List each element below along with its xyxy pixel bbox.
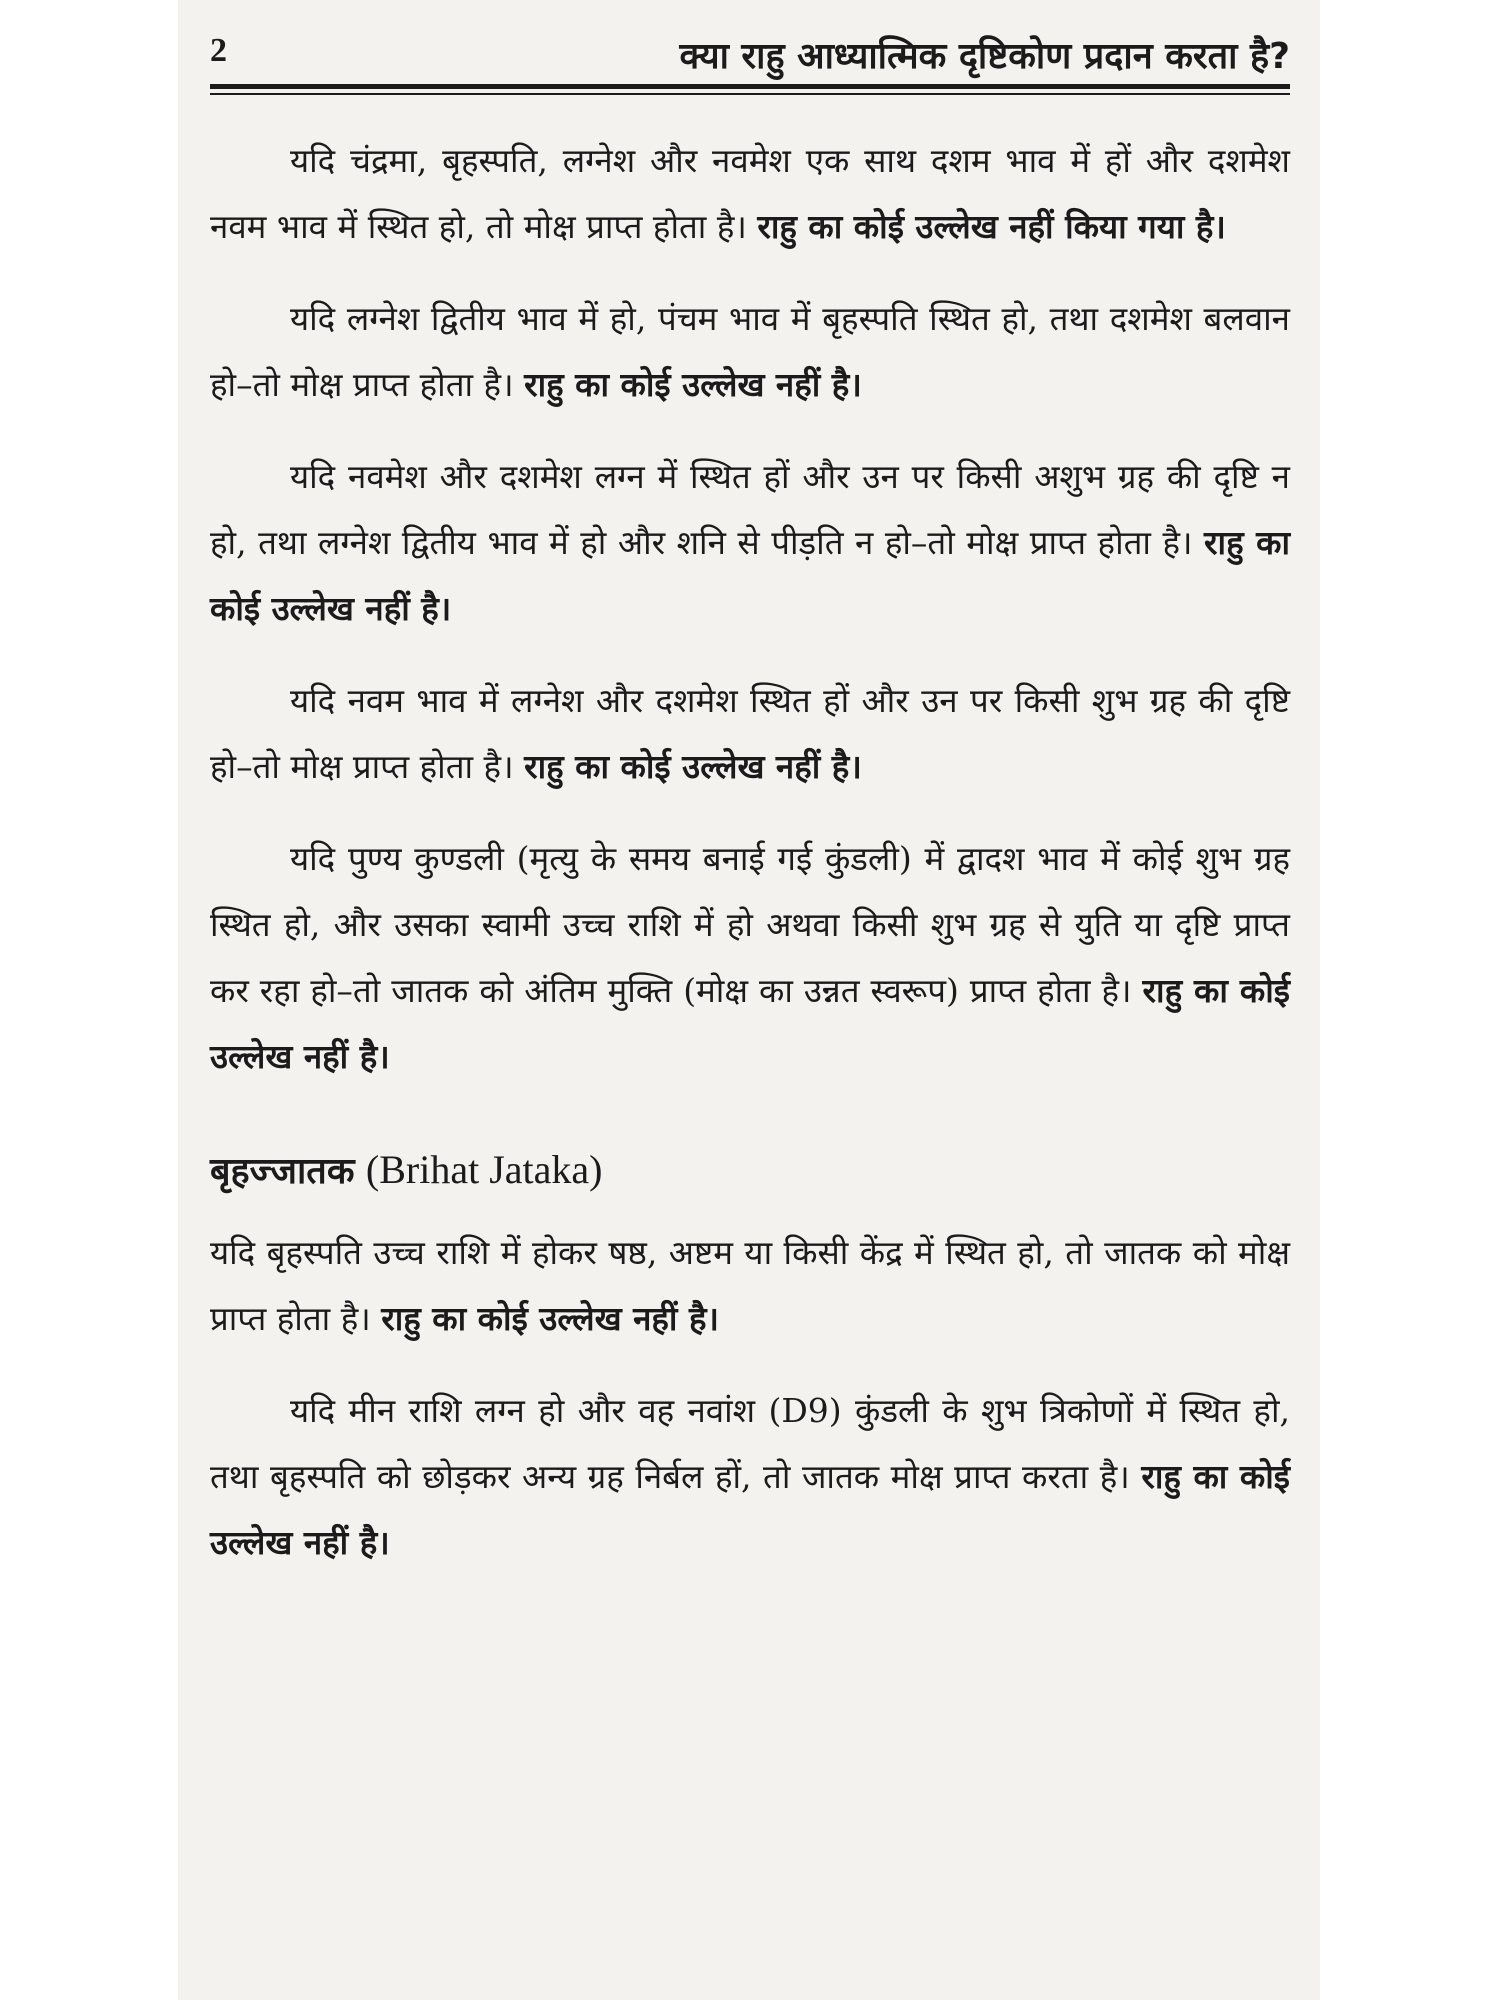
paragraph-text: यदि नवम भाव में लग्नेश और दशमेश स्थित हों और उन पर किसी शुभ ग्रह की दृष्टि हो–तो मोक्ष प्राप्त होता है। <box>210 681 1290 786</box>
rahu-note: राहु का कोई उल्लेख नहीं है। <box>210 1457 1290 1562</box>
paragraph-text: यदि नवमेश और दशमेश लग्न में स्थित हों और उन पर किसी अशुभ ग्रह की दृष्टि न हो, तथा लग्नेश द्वितीय भाव में हो और शनि से पीड़ति न हो–तो मोक्ष प्राप्त होता है। <box>210 457 1290 562</box>
paragraph-text: यदि बृहस्पति उच्च राशि में होकर षष्ठ, अष्टम या किसी केंद्र में स्थित हो, तो जातक को मोक्ष प्राप्त होता है। <box>210 1233 1290 1338</box>
paragraph-text: यदि पुण्य कुण्डली (मृत्यु के समय बनाई गई कुंडली) में द्वादश भाव में कोई शुभ ग्रह स्थित हो, और उसका स्वामी उच्च राशि में हो अथवा किसी शुभ ग्रह से युति या दृष्टि प्राप्त कर रहा हो–तो जातक को अंतिम मुक्ति (मोक्ष का उन्नत स्वरूप) प्राप्त होता है। <box>210 839 1290 1010</box>
section-heading-hindi: बृहज्जातक <box>210 1151 355 1192</box>
section-heading <box>210 1138 1290 1204</box>
page-header <box>210 30 1290 85</box>
header-rule-thin <box>210 93 1290 95</box>
paragraph <box>210 1378 1290 1576</box>
header-rule-thick <box>210 84 1290 89</box>
section-heading-english: (Brihat Jataka) <box>365 1147 603 1192</box>
paragraph <box>210 668 1290 800</box>
running-title: क्या राहु आध्यात्मिक दृष्टिकोण प्रदान करता है? <box>679 36 1290 77</box>
rahu-note: राहु का कोई उल्लेख नहीं है। <box>210 971 1290 1076</box>
paragraph <box>210 826 1290 1090</box>
paragraph-text: यदि चंद्रमा, बृहस्पति, लग्नेश और नवमेश एक साथ दशम भाव में हों और दशमेश नवम भाव में स्थित हो, तो मोक्ष प्राप्त होता है। <box>210 141 1290 246</box>
paragraph <box>210 1220 1290 1352</box>
rahu-note: राहु का कोई उल्लेख नहीं है। <box>210 523 1290 628</box>
rahu-note: राहु का कोई उल्लेख नहीं है। <box>381 1299 719 1338</box>
page-number: 2 <box>210 32 227 69</box>
body-text <box>210 128 1290 1602</box>
rahu-note: राहु का कोई उल्लेख नहीं किया गया है। <box>757 207 1226 246</box>
paragraph <box>210 444 1290 642</box>
rahu-note: राहु का कोई उल्लेख नहीं है। <box>524 747 862 786</box>
paragraph-text: यदि लग्नेश द्वितीय भाव में हो, पंचम भाव में बृहस्पति स्थित हो, तथा दशमेश बलवान हो–तो मोक्ष प्राप्त होता है। <box>210 299 1290 404</box>
paragraph-text: यदि मीन राशि लग्न हो और वह नवांश (D9) कुंडली के शुभ त्रिकोणों में स्थित हो, तथा बृहस्पति को छोड़कर अन्य ग्रह निर्बल हों, तो जातक मोक्ष प्राप्त करता है। <box>210 1391 1290 1496</box>
paragraph <box>210 128 1290 260</box>
rahu-note: राहु का कोई उल्लेख नहीं है। <box>524 365 862 404</box>
paragraph <box>210 286 1290 418</box>
